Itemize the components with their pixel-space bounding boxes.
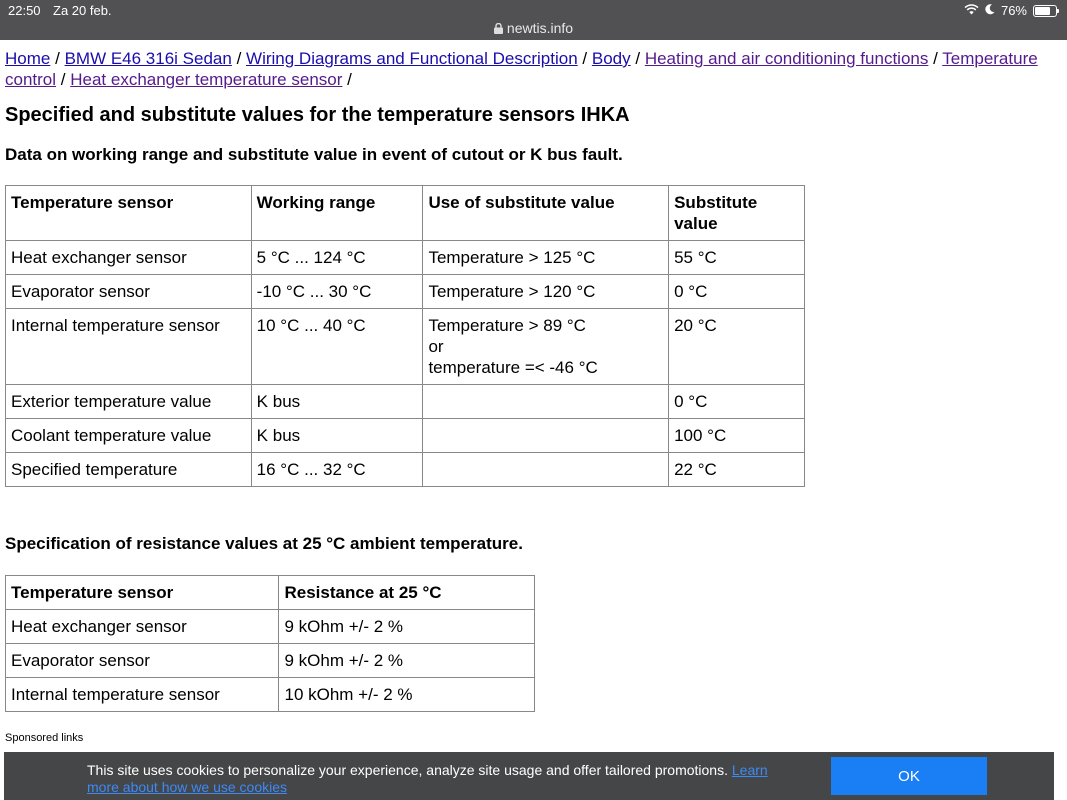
table-cell: K bus bbox=[251, 385, 423, 419]
table-header-row bbox=[6, 186, 805, 241]
cookie-banner bbox=[4, 752, 1054, 800]
column-header: Temperature sensor bbox=[6, 576, 279, 610]
table-cell: -10 °C ... 30 °C bbox=[251, 275, 423, 309]
table-cell bbox=[423, 385, 669, 419]
ios-status-bar bbox=[0, 0, 1067, 40]
breadcrumb-separator: / bbox=[347, 70, 352, 89]
table-cell bbox=[423, 309, 669, 385]
cell-line: Temperature > 89 °C bbox=[428, 316, 586, 335]
breadcrumb-separator: / bbox=[635, 49, 641, 68]
table-cell: Coolant temperature value bbox=[6, 419, 252, 453]
table-cell: 10 °C ... 40 °C bbox=[251, 309, 423, 385]
resistance-heading: Specification of resistance values at 25 °C ambient temperature. bbox=[5, 534, 523, 553]
column-header: Temperature sensor bbox=[6, 186, 252, 241]
table-cell bbox=[423, 453, 669, 487]
table-cell: 0 °C bbox=[669, 385, 805, 419]
table-cell: Temperature > 125 °C bbox=[423, 241, 669, 275]
column-header: Resistance at 25 °C bbox=[279, 576, 535, 610]
breadcrumb-separator: / bbox=[582, 49, 588, 68]
cookie-message bbox=[87, 762, 797, 796]
breadcrumb-heating[interactable]: Heating and air conditioning functions bbox=[644, 49, 929, 68]
breadcrumb bbox=[5, 48, 1045, 90]
breadcrumb-separator: / bbox=[236, 49, 242, 68]
sensor-values-table bbox=[5, 185, 805, 487]
table-cell: Heat exchanger sensor bbox=[6, 241, 252, 275]
table-row bbox=[6, 385, 805, 419]
status-time: 22:50 bbox=[8, 3, 41, 18]
table-cell: Specified temperature bbox=[6, 453, 252, 487]
table-row bbox=[6, 644, 535, 678]
table-cell: 16 °C ... 32 °C bbox=[251, 453, 423, 487]
table-cell: Evaporator sensor bbox=[6, 644, 279, 678]
page-title: Specified and substitute values for the temperature sensors IHKA bbox=[5, 104, 630, 126]
table-cell: 10 kOhm +/- 2 % bbox=[279, 678, 535, 712]
table-cell: Temperature > 120 °C bbox=[423, 275, 669, 309]
status-date: Za 20 feb. bbox=[53, 3, 112, 18]
cookie-learn-more-link[interactable]: Learn more about how we use cookies bbox=[87, 762, 768, 795]
table-cell: 100 °C bbox=[669, 419, 805, 453]
table-row bbox=[6, 419, 805, 453]
table-cell: 9 kOhm +/- 2 % bbox=[279, 644, 535, 678]
table-cell: Exterior temperature value bbox=[6, 385, 252, 419]
table-cell: 20 °C bbox=[669, 309, 805, 385]
cell-line: temperature =< -46 °C bbox=[428, 358, 598, 377]
battery-icon bbox=[1033, 5, 1057, 17]
breadcrumb-model[interactable]: BMW E46 316i Sedan bbox=[64, 49, 232, 68]
column-header: Working range bbox=[251, 186, 423, 241]
table-row bbox=[6, 453, 805, 487]
wifi-icon bbox=[964, 3, 979, 18]
breadcrumb-temperature-control[interactable]: Temperature control bbox=[5, 49, 1038, 89]
cell-line: or bbox=[428, 337, 444, 356]
table-cell: Internal temperature sensor bbox=[6, 678, 279, 712]
column-header: Substitute value bbox=[669, 186, 805, 241]
cookie-text: This site uses cookies to personalize your experience, analyze site usage and offer tailored promotions. bbox=[87, 762, 728, 778]
page-content bbox=[5, 48, 1045, 744]
breadcrumb-separator: / bbox=[55, 49, 60, 68]
table-cell: Internal temperature sensor bbox=[6, 309, 252, 385]
moon-icon bbox=[985, 3, 995, 18]
table-cell: 5 °C ... 124 °C bbox=[251, 241, 423, 275]
table-cell: 55 °C bbox=[669, 241, 805, 275]
breadcrumb-separator: / bbox=[60, 70, 66, 89]
table-row bbox=[6, 275, 805, 309]
column-header: Use of substitute value bbox=[423, 186, 669, 241]
table-row bbox=[6, 610, 535, 644]
table-cell: Heat exchanger sensor bbox=[6, 610, 279, 644]
breadcrumb-body[interactable]: Body bbox=[591, 49, 631, 68]
breadcrumb-separator: / bbox=[933, 49, 938, 68]
table-row bbox=[6, 678, 535, 712]
battery-percent: 76% bbox=[1000, 3, 1027, 18]
table-cell: 22 °C bbox=[669, 453, 805, 487]
table-cell bbox=[423, 419, 669, 453]
table-header-row bbox=[6, 576, 535, 610]
lock-icon bbox=[494, 21, 503, 37]
table-cell: 9 kOhm +/- 2 % bbox=[279, 610, 535, 644]
table-row bbox=[6, 309, 805, 385]
breadcrumb-home[interactable]: Home bbox=[5, 49, 51, 68]
url-text: newtis.info bbox=[506, 20, 574, 36]
resistance-table bbox=[5, 575, 535, 712]
sponsored-label: Sponsored links bbox=[5, 732, 84, 744]
breadcrumb-wiring[interactable]: Wiring Diagrams and Functional Description bbox=[246, 49, 578, 68]
table-cell: 0 °C bbox=[669, 275, 805, 309]
table-row bbox=[6, 241, 805, 275]
address-bar[interactable] bbox=[0, 20, 1067, 37]
table-cell: K bus bbox=[251, 419, 423, 453]
table-cell: Evaporator sensor bbox=[6, 275, 252, 309]
breadcrumb-heat-exchanger[interactable]: Heat exchanger temperature sensor bbox=[70, 70, 343, 89]
cookie-ok-button[interactable]: OK bbox=[831, 757, 987, 795]
table-intro: Data on working range and substitute value in event of cutout or K bus fault. bbox=[5, 145, 623, 164]
